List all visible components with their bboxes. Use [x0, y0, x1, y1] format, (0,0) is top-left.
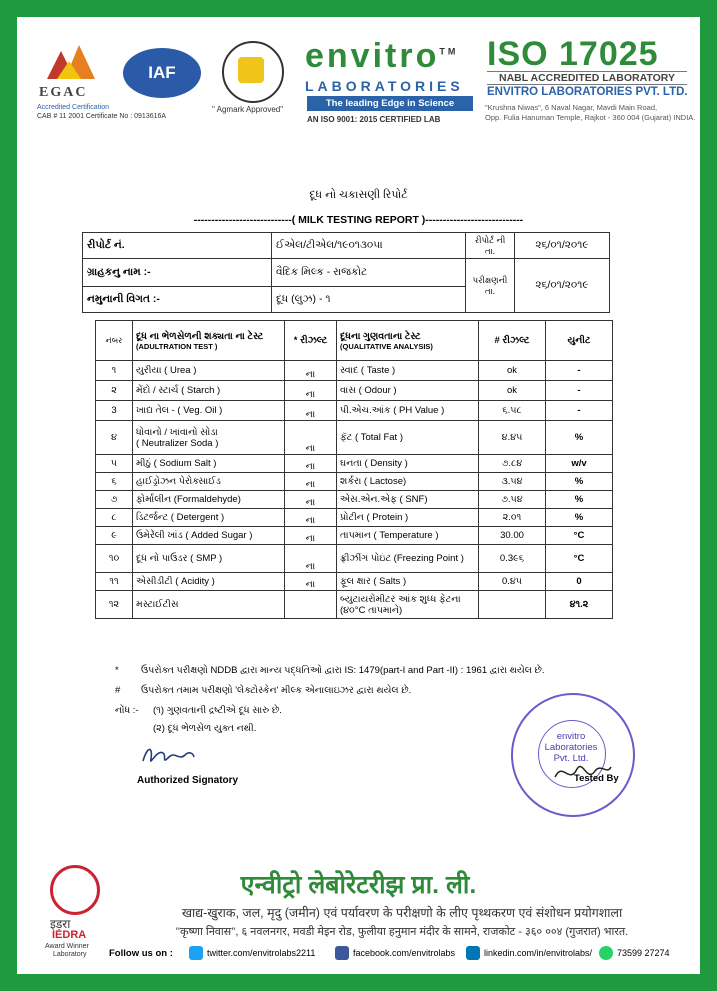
- header-adulteration-en: (ADULTRATION TEST ): [136, 341, 218, 351]
- quality-unit: %: [546, 473, 613, 491]
- table-row: [96, 527, 613, 545]
- tested-by: Tested By: [574, 773, 619, 784]
- quality-result: ૨.૦૧: [479, 509, 546, 527]
- quality-parameter: બ્યુટાયરોમીટર આંક શુધ્ધ ફેટના (૪૦°C તાપમાને): [337, 591, 479, 619]
- linkedin-handle: linkedin.com/in/envitrolabs/: [484, 948, 593, 958]
- company-name: ENVITRO LABORATORIES PVT. LTD.: [487, 86, 688, 98]
- quality-unit: %: [546, 421, 613, 455]
- header-qualitative: [337, 321, 479, 361]
- quality-result: ૭.૫૪: [479, 491, 546, 509]
- remark-1: (૧) ગુણવતાની દ્રષ્ટીએ દૂધ સારુ છે.: [153, 705, 282, 716]
- quality-parameter: ફ્રીઝીંગ પોઇંટ (Freezing Point ): [337, 545, 479, 573]
- company-address-hindi: ''कृष्णा निवास'', ६ नवलनगर, मवडी मेइन रोड, फुलीया हनुमान मंदीर के सामने, राजकोट - ३६० ००४ (गुजरात) भारत.: [175, 926, 629, 938]
- header-hash: #: [494, 335, 500, 346]
- company-name-hindi: एन्वीट्रो लेबोरेटरीझ प्रा. ली.: [240, 871, 477, 899]
- header-result-1-label: રીઝલ્ટ: [300, 335, 328, 346]
- signature-icon: [139, 739, 197, 771]
- quality-result: [479, 591, 546, 619]
- table-row: [96, 381, 613, 401]
- header-adulteration: [133, 321, 285, 361]
- adulteration-test: દૂધ નો પાઉડર ( SMP ): [133, 545, 285, 573]
- header-unit: યુનીટ: [546, 321, 613, 361]
- table-row: [96, 509, 613, 527]
- adulteration-result: ના: [285, 491, 337, 509]
- whatsapp-contact[interactable]: [599, 946, 670, 960]
- adulteration-result: ના: [285, 381, 337, 401]
- report-title-english: ----------------------------( MILK TESTING REPORT )----------------------------: [193, 214, 524, 226]
- adulteration-result: ના: [285, 361, 337, 381]
- adulteration-test: એસીડીટી ( Acidity ): [133, 573, 285, 591]
- quality-unit: %: [546, 509, 613, 527]
- quality-parameter: એસ.એન.એફ ( SNF): [337, 491, 479, 509]
- agmark-emblem-icon: [238, 57, 264, 83]
- adulteration-result: ના: [285, 509, 337, 527]
- company-address-1: "Krushna Niwas", 6 Naval Nagar, Mavdi Main Road,: [485, 103, 658, 112]
- report-no-value: ઈએલ/ટીએલ/૧૯૦૧૩૦૫।: [272, 233, 466, 259]
- quality-result: ૪.૪૫: [479, 421, 546, 455]
- iedra-english: IEDRA: [52, 929, 87, 941]
- header-qualitative-guj: દૂધના ગુણવતાના ટેસ્ટ: [340, 330, 421, 342]
- quality-parameter: તાપમાન ( Temperature ): [337, 527, 479, 545]
- table-row: [96, 401, 613, 421]
- report-title-gujarati: દૂધ નો ચકાસણી રિપોર્ટ: [309, 189, 408, 201]
- adulteration-test: ફોર્માલીન (Formaldehyde): [133, 491, 285, 509]
- remark-2: (૨) દૂધ ભેળસેળ યુક્ત નથી.: [153, 723, 257, 734]
- agmark-approved: " Agmark Approved": [212, 105, 284, 114]
- cab-cert-number: CAB # 11 2001 Certificate No : 0913616A: [37, 113, 167, 120]
- adulteration-test: ડિટર્જન્ટ ( Detergent ): [133, 509, 285, 527]
- row-number: ૨: [96, 381, 133, 401]
- quality-parameter: પી.એચ.આંક ( PH Value ): [337, 401, 479, 421]
- table-row: [96, 421, 613, 455]
- row-number: ૧૨: [96, 591, 133, 619]
- header-qualitative-en: (QUALITATIVE ANALYSIS): [340, 341, 433, 351]
- adulteration-result: ના: [285, 421, 337, 455]
- table-row: [96, 573, 613, 591]
- egac-label: EGAC: [39, 85, 88, 100]
- award-winner: Award Winner: [45, 943, 89, 950]
- company-tagline-hindi: खाद्य-खुराक, जल, मृदु (जमीन) एवं पर्यावरण के परीक्षणो के लीए पृथ्थकरण एवं संशोधन प्रयोगशाला: [181, 906, 623, 920]
- test-date-value: ૨૬/૦૧/૨૦૧૯: [515, 259, 610, 313]
- hash-note: ઉપરોક્ત તમામ પરીક્ષણો 'લેક્ટોસ્કેન' મીલ્ક એનાલાઇઝર દ્વારા થયેલ છે.: [141, 685, 412, 696]
- row-number: ૬: [96, 473, 133, 491]
- adulteration-test: [133, 421, 285, 455]
- quality-unit: -: [546, 381, 613, 401]
- milk-test-table: [95, 320, 613, 619]
- header-result-2: [479, 321, 546, 361]
- table-header-row: [96, 321, 613, 361]
- row-number: ૫: [96, 455, 133, 473]
- sample-label: નમુનાની વિગત :-: [83, 287, 272, 313]
- brand-tagline: The leading Edge in Science: [307, 96, 473, 111]
- adulteration-test: ખાદ્ય તેલ - ( Veg. Oil ): [133, 401, 285, 421]
- quality-unit: w/v: [546, 455, 613, 473]
- quality-unit: -: [546, 361, 613, 381]
- follow-us-label: Follow us on :: [109, 948, 173, 959]
- test-date-label: પરીક્ષણની તા.: [466, 259, 515, 313]
- quality-result: 0.3૯૬: [479, 545, 546, 573]
- row-number: ૧: [96, 361, 133, 381]
- hash-note-mark: #: [115, 685, 121, 696]
- quality-parameter: ફૅટ ( Total Fat ): [337, 421, 479, 455]
- quality-result: 30.00: [479, 527, 546, 545]
- report-page: [17, 17, 700, 974]
- brand-name: [305, 37, 458, 76]
- table-row: [96, 361, 613, 381]
- report-date-label: રીપોર્ટ ની તા.: [466, 233, 515, 259]
- authorized-signatory: Authorized Signatory: [137, 775, 239, 786]
- brand-labs: LABORATORIES: [305, 78, 464, 94]
- row-number: 3: [96, 401, 133, 421]
- iedra-hindi: इड़रा: [50, 917, 71, 931]
- report-no-label: રીપોર્ટ નં.: [83, 233, 272, 259]
- header-result-1: [285, 321, 337, 361]
- star-note: ઉપરોક્ત પરીક્ષણો NDDB દ્વારા માન્ય પદ્ધતિઓ દ્વારા IS: 1479(part-I and Part -II) : 1961 દ્વારા થયેલ છે.: [141, 665, 545, 676]
- adulteration-result: ના: [285, 473, 337, 491]
- adulteration-test-line-1: ધોવાનો / ખાવાનો સોડા: [136, 426, 218, 438]
- quality-unit: °C: [546, 545, 613, 573]
- adulteration-result: ના: [285, 527, 337, 545]
- remark-label: નોંધ :-: [115, 705, 139, 716]
- table-row: [96, 545, 613, 573]
- quality-unit: ૪૧.૨: [546, 591, 613, 619]
- quality-result: ૬.૫૮: [479, 401, 546, 421]
- quality-result: ok: [479, 381, 546, 401]
- adulteration-result: ના: [285, 573, 337, 591]
- egac-logo-icon: [39, 35, 105, 83]
- row-number: ૮: [96, 509, 133, 527]
- adulteration-result: ના: [285, 455, 337, 473]
- quality-unit: 0: [546, 573, 613, 591]
- linkedin-link[interactable]: [466, 946, 592, 960]
- adulteration-test: મીઠું ( Sodium Salt ): [133, 455, 285, 473]
- brand-tm: TM: [439, 46, 459, 57]
- adulteration-result: [285, 591, 337, 619]
- row-number: ૧૦: [96, 545, 133, 573]
- adulteration-result: ના: [285, 401, 337, 421]
- sample-value: દૂધ (લુઝ) - ૧: [272, 287, 466, 313]
- adulteration-test: યુરીયા ( Urea ): [133, 361, 285, 381]
- quality-parameter: પ્રોટીન ( Protein ): [337, 509, 479, 527]
- iso9001-label: AN ISO 9001: 2015 CERTIFIED LAB: [307, 115, 441, 124]
- adulteration-test: મસ્ટાઈટીસ: [133, 591, 285, 619]
- quality-result: ૭.૮૪: [479, 455, 546, 473]
- report-date-value: ૨૬/૦૧/૨૦૧૯: [515, 233, 610, 259]
- adulteration-test: ઉમેરેલી ખાંડ ( Added Sugar ): [133, 527, 285, 545]
- star-note-mark: *: [115, 665, 119, 676]
- header-no: નંબર: [96, 321, 133, 361]
- adulteration-test-line-2: ( Neutralizer Soda ): [136, 437, 219, 449]
- twitter-handle: twitter.com/envitrolabs2211: [207, 948, 316, 958]
- brand-text: envitro: [305, 37, 440, 75]
- facebook-icon: [335, 946, 349, 960]
- linkedin-icon: [466, 946, 480, 960]
- iso17025-label: ISO 17025: [487, 35, 659, 73]
- twitter-link[interactable]: [189, 946, 315, 960]
- accredited-cert: Accredited Certification: [37, 104, 109, 111]
- header-result-2-label: રીઝલ્ટ: [502, 335, 530, 346]
- table-row: [96, 491, 613, 509]
- header-star: *: [293, 335, 298, 346]
- quality-parameter: વાસ ( Odour ): [337, 381, 479, 401]
- company-address-2: Opp. Fulia Hanuman Temple, Rajkot - 360 004 (Gujarat) INDIA.: [485, 113, 696, 122]
- adulteration-test: મેંદો / સ્ટાર્ચ ( Starch ): [133, 381, 285, 401]
- facebook-link[interactable]: [335, 946, 455, 960]
- quality-unit: °C: [546, 527, 613, 545]
- adulteration-result: ના: [285, 545, 337, 573]
- stamp-text: envitro Laboratories Pvt. Ltd.: [544, 731, 598, 764]
- header-adulteration-guj: દૂધ ના ભેળસેળની શક્યતા ના ટેસ્ટ: [136, 330, 264, 342]
- customer-label: ગ્રાહકનુ નામ :-: [83, 259, 272, 287]
- quality-parameter: ઘનતા ( Density ): [337, 455, 479, 473]
- quality-parameter: ફૂલ ક્ષાર ( Salts ): [337, 573, 479, 591]
- quality-result: ૩.૫૪: [479, 473, 546, 491]
- quality-unit: -: [546, 401, 613, 421]
- row-number: ૪: [96, 421, 133, 455]
- row-number: ૯: [96, 527, 133, 545]
- quality-parameter: સ્વાદ ( Taste ): [337, 361, 479, 381]
- report-info-table: [82, 232, 610, 313]
- customer-value: વૈદિક મિલ્ક - રાજકોટ: [272, 259, 466, 287]
- row-number: ૭: [96, 491, 133, 509]
- row-number: ૧૧: [96, 573, 133, 591]
- quality-result: 0.૪૫: [479, 573, 546, 591]
- phone-number: 73599 27274: [617, 948, 670, 958]
- facebook-handle: facebook.com/envitrolabs: [353, 948, 456, 958]
- quality-result: ok: [479, 361, 546, 381]
- iaf-logo: IAF: [123, 48, 201, 98]
- quality-parameter: શર્કરા ( Lactose): [337, 473, 479, 491]
- nabl-label: NABL ACCREDITED LABORATORY: [487, 71, 687, 85]
- adulteration-test: હાઈડ્રોઝન પેરોક્સાઈડ: [133, 473, 285, 491]
- table-row: [96, 591, 613, 619]
- quality-unit: %: [546, 491, 613, 509]
- whatsapp-icon: [599, 946, 613, 960]
- table-row: [96, 455, 613, 473]
- award-laboratory: Laboratory: [53, 951, 87, 958]
- twitter-icon: [189, 946, 203, 960]
- table-row: [96, 473, 613, 491]
